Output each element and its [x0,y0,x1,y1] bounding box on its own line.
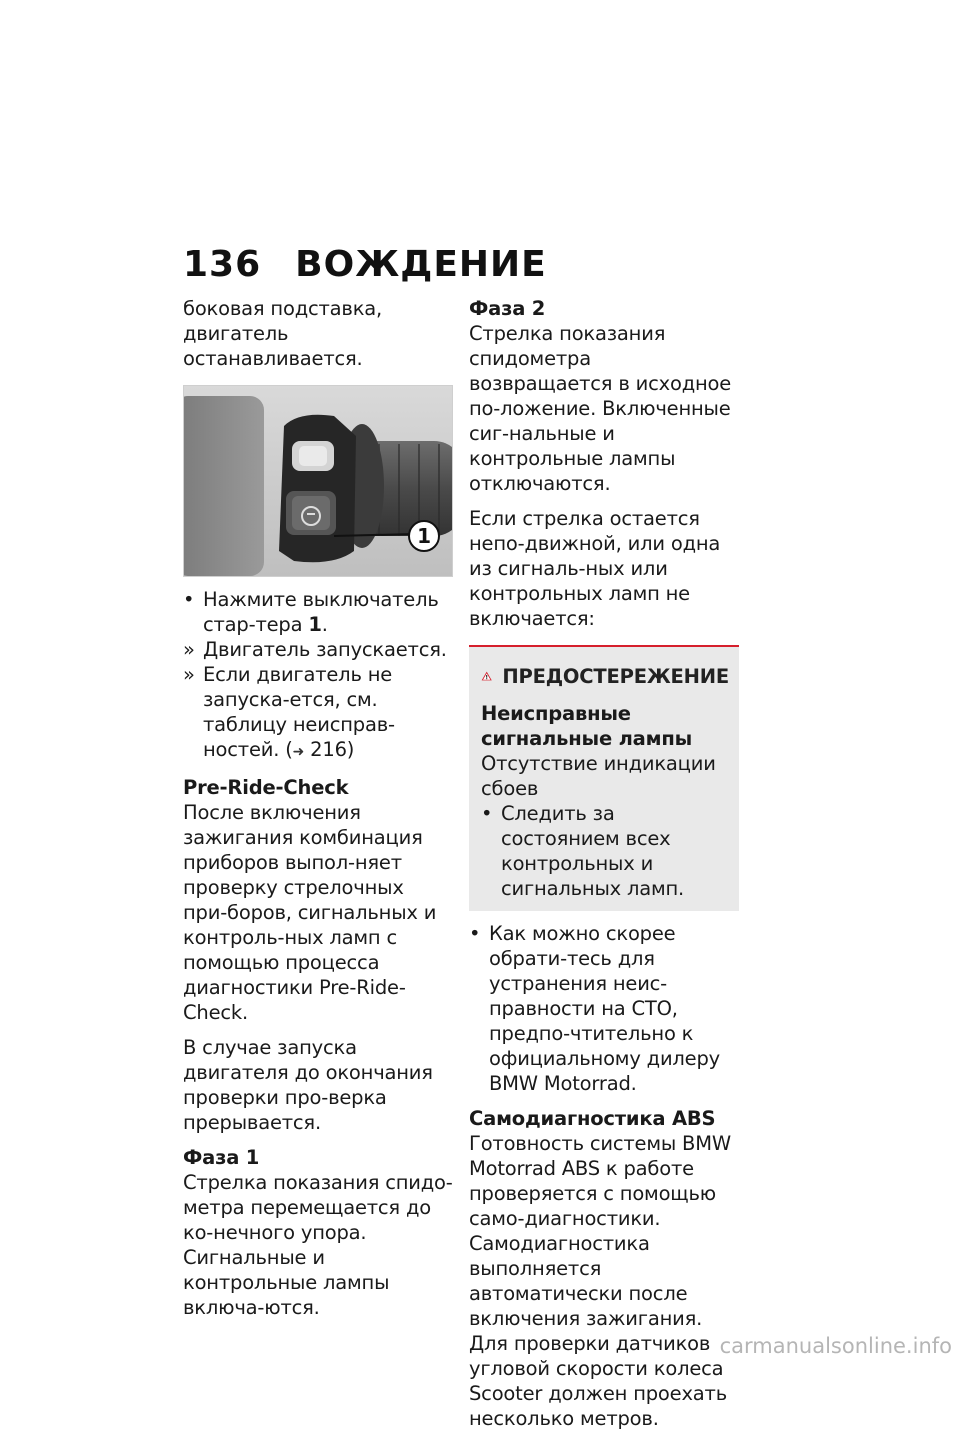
phase1-text: Стрелка показания спидо-метра перемещается до ко-нечного упора. Сигнальные и контрольные лампы включа-ются. [183,1171,453,1319]
step-text: Если двигатель не запуска-ется, см. таблицу неисправ-ностей. ( [203,663,395,761]
warning-title: ПРЕДОСТЕРЕЖЕНИЕ [502,664,729,688]
abs-text: Готовность системы BMW Motorrad ABS к работе проверяется с помощью само-диагностики. Самодиагностика выполняется автоматически после включения зажигания. Для проверки датчиков угловой скорости колеса Scooter должен проехать несколько метров. [469,1132,731,1430]
bullet-marker: • [481,802,493,825]
list-item [183,662,453,765]
photo-callout-1: 1 [417,524,431,548]
pre-ride-check-paragraph: После включения зажигания комбинация приборов выпол-няет проверку стрелочных при-боров, сигнальных и контроль-ных ламп с помощью процесса диагностики Pre-Ride-Check. [183,801,437,1024]
page-header [183,244,547,285]
right-column [469,296,739,1441]
page-reference-arrow-icon: ➜ [292,744,305,760]
list-item [183,587,453,637]
intro-text: боковая подставка, двигатель останавливается. [183,297,383,370]
abs-title: Самодиагностика ABS [469,1107,716,1130]
result-marker: » [183,638,195,661]
warning-header [481,661,729,691]
pre-ride-check-paragraph: В случае запуска двигателя до окончания проверки про-верка прерывается. [183,1036,433,1134]
bullet-marker: • [469,922,481,945]
warning-bullet-text: Следить за состоянием всех контрольных и сигнальных ламп. [501,802,685,900]
callout-ref: 1 [308,613,322,636]
handlebar-switch-illustration [184,386,452,576]
bullet-marker: • [183,588,195,611]
list-item [469,921,739,1096]
page-reference-link[interactable]: 216 [310,738,347,761]
handlebar-switch-photo [183,385,453,577]
list-item [183,637,453,662]
result-marker: » [183,663,195,686]
step-suffix: ) [346,738,355,761]
step-text: Нажмите выключатель стар-тера [203,588,439,636]
phase1-title: Фаза 1 [183,1146,260,1169]
page-number: 136 [183,244,262,285]
warning-text: Отсутствие индикации сбоев [481,752,716,800]
phase2-paragraph: Если стрелка остается непо-движной, или одна из сигналь-ных или контрольных ламп не включается: [469,507,721,630]
left-column [183,296,453,1330]
step-suffix: . [321,613,328,636]
chapter-title: ВОЖДЕНИЕ [295,244,547,285]
phase2-title: Фаза 2 [469,297,546,320]
action-text: Как можно скорее обрати-тесь для устранения неис-правности на СТО, предпо-чтительно к официальному дилеру BMW Motorrad. [489,922,720,1095]
watermark: carmanualsonline.info [719,1334,952,1358]
warning-box [469,645,739,911]
warning-subtitle: Неисправные сигнальные лампы [481,702,693,750]
step-text: Двигатель запускается. [203,638,447,661]
warning-bullet [481,801,729,901]
warning-triangle-icon [481,661,492,691]
phase2-paragraph: Стрелка показания спидометра возвращается в исходное по-ложение. Включенные сиг-нальные и контрольные лампы отключаются. [469,322,732,495]
section-title-pre-ride-check: Pre-Ride-Check [183,776,349,799]
